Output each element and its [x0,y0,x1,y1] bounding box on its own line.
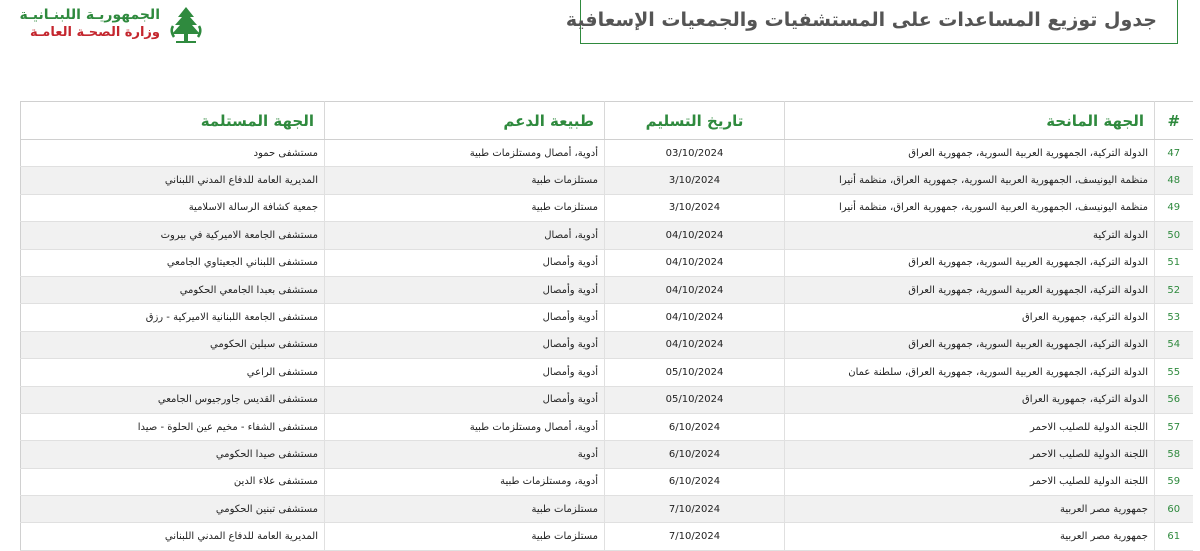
support-cell: أدوية، أمصال ومستلزمات طبية [325,413,605,440]
row-number: 61 [1155,523,1193,550]
row-number: 47 [1155,140,1193,167]
column-header-donor: الجهة المانحة [785,102,1155,140]
support-cell: أدوية، أمصال [325,222,605,249]
date-cell: 6/10/2024 [605,413,785,440]
date-cell: 03/10/2024 [605,140,785,167]
date-cell: 7/10/2024 [605,496,785,523]
date-cell: 7/10/2024 [605,523,785,550]
table-row [21,413,1193,440]
recipient-cell: مستشفى الجامعة اللبنانية الاميركية - رزق [21,304,325,331]
table-row [21,194,1193,221]
date-cell: 6/10/2024 [605,468,785,495]
logo-text [19,6,160,42]
date-cell: 05/10/2024 [605,359,785,386]
column-header-support: طبيعة الدعم [325,102,605,140]
logo-republic-text: الجمهوريـة اللبنـانيـة [19,7,160,23]
table-row [21,222,1193,249]
row-number: 53 [1155,304,1193,331]
date-cell: 3/10/2024 [605,194,785,221]
row-number: 52 [1155,276,1193,303]
column-header-recipient: الجهة المستلمة [21,102,325,140]
donor-cell: جمهورية مصر العربية [785,496,1155,523]
recipient-cell: مستشفى الراعي [21,359,325,386]
support-cell: أدوية وأمصال [325,386,605,413]
support-cell: أدوية وأمصال [325,304,605,331]
donor-cell: الدولة التركية، جمهورية العراق [785,386,1155,413]
row-number: 60 [1155,496,1193,523]
row-number: 57 [1155,413,1193,440]
table-row [21,304,1193,331]
support-cell: أدوية وأمصال [325,276,605,303]
support-cell: أدوية وأمصال [325,331,605,358]
row-number: 50 [1155,222,1193,249]
donor-cell: منظمة اليونيسف، الجمهورية العربية السورية، جمهورية العراق، منظمة أنيرا [785,167,1155,194]
page-title: جدول توزيع المساعدات على المستشفيات والجمعيات الإسعافية [565,9,1157,31]
table-row [21,386,1193,413]
column-header-date: تاريخ التسليم [605,102,785,140]
support-cell: أدوية، أمصال ومستلزمات طبية [325,140,605,167]
donor-cell: الدولة التركية، الجمهورية العربية السورية، جمهورية العراق [785,140,1155,167]
donor-cell: اللجنة الدولية للصليب الاحمر [785,413,1155,440]
donor-cell: منظمة اليونيسف، الجمهورية العربية السورية، جمهورية العراق، منظمة أنيرا [785,194,1155,221]
recipient-cell: مستشفى صيدا الحكومي [21,441,325,468]
row-number: 56 [1155,386,1193,413]
table-row [21,468,1193,495]
cedar-hand-icon [164,4,208,46]
donor-cell: الدولة التركية، الجمهورية العربية السورية، جمهورية العراق [785,331,1155,358]
donor-cell: اللجنة الدولية للصليب الاحمر [785,441,1155,468]
support-cell: مستلزمات طبية [325,523,605,550]
ministry-logo [19,4,212,46]
recipient-cell: مستشفى الشفاء - مخيم عين الحلوة - صيدا [21,413,325,440]
logo-ministry-text: وزارة الصحـة العامـة [29,25,160,40]
table-row [21,359,1193,386]
date-cell: 6/10/2024 [605,441,785,468]
date-cell: 04/10/2024 [605,249,785,276]
recipient-cell: جمعية كشافة الرسالة الاسلامية [21,194,325,221]
table-row [21,276,1193,303]
date-cell: 04/10/2024 [605,304,785,331]
donor-cell: الدولة التركية، الجمهورية العربية السورية، جمهورية العراق، سلطنة عمان [785,359,1155,386]
support-cell: أدوية وأمصال [325,359,605,386]
row-number: 55 [1155,359,1193,386]
table-row [21,167,1193,194]
table-row [21,496,1193,523]
recipient-cell: مستشفى تبنين الحكومي [21,496,325,523]
table-row [21,140,1193,167]
donor-cell: الدولة التركية [785,222,1155,249]
date-cell: 3/10/2024 [605,167,785,194]
row-number: 59 [1155,468,1193,495]
support-cell: أدوية [325,441,605,468]
support-cell: مستلزمات طبية [325,496,605,523]
table-row [21,441,1193,468]
support-cell: مستلزمات طبية [325,194,605,221]
table-row [21,249,1193,276]
donor-cell: جمهورية مصر العربية [785,523,1155,550]
row-number: 51 [1155,249,1193,276]
recipient-cell: المديرية العامة للدفاع المدني اللبناني [21,523,325,550]
table-header-row [21,102,1193,140]
donor-cell: اللجنة الدولية للصليب الاحمر [785,468,1155,495]
recipient-cell: مستشفى الجامعة الاميركية في بيروت [21,222,325,249]
recipient-cell: مستشفى سبلين الحكومي [21,331,325,358]
recipient-cell: مستشفى القديس جاورجيوس الجامعي [21,386,325,413]
support-cell: أدوية وأمصال [325,249,605,276]
recipient-cell: مستشفى اللبناني الجعيتاوي الجامعي [21,249,325,276]
row-number: 58 [1155,441,1193,468]
title-box [565,0,1178,44]
table-row [21,331,1193,358]
recipient-cell: المديرية العامة للدفاع المدني اللبناني [21,167,325,194]
row-number: 54 [1155,331,1193,358]
date-cell: 04/10/2024 [605,331,785,358]
support-cell: أدوية، ومستلزمات طبية [325,468,605,495]
recipient-cell: مستشفى علاء الدين [21,468,325,495]
donor-cell: الدولة التركية، الجمهورية العربية السورية، جمهورية العراق [785,276,1155,303]
date-cell: 05/10/2024 [605,386,785,413]
donor-cell: الدولة التركية، جمهورية العراق [785,304,1155,331]
recipient-cell: مستشفى حمود [21,140,325,167]
date-cell: 04/10/2024 [605,276,785,303]
row-number: 48 [1155,167,1193,194]
aid-distribution-table [20,101,1193,551]
date-cell: 04/10/2024 [605,222,785,249]
column-header-number: # [1155,102,1193,140]
recipient-cell: مستشفى بعبدا الجامعي الحكومي [21,276,325,303]
row-number: 49 [1155,194,1193,221]
donor-cell: الدولة التركية، الجمهورية العربية السورية، جمهورية العراق [785,249,1155,276]
table-row [21,523,1193,550]
support-cell: مستلزمات طبية [325,167,605,194]
